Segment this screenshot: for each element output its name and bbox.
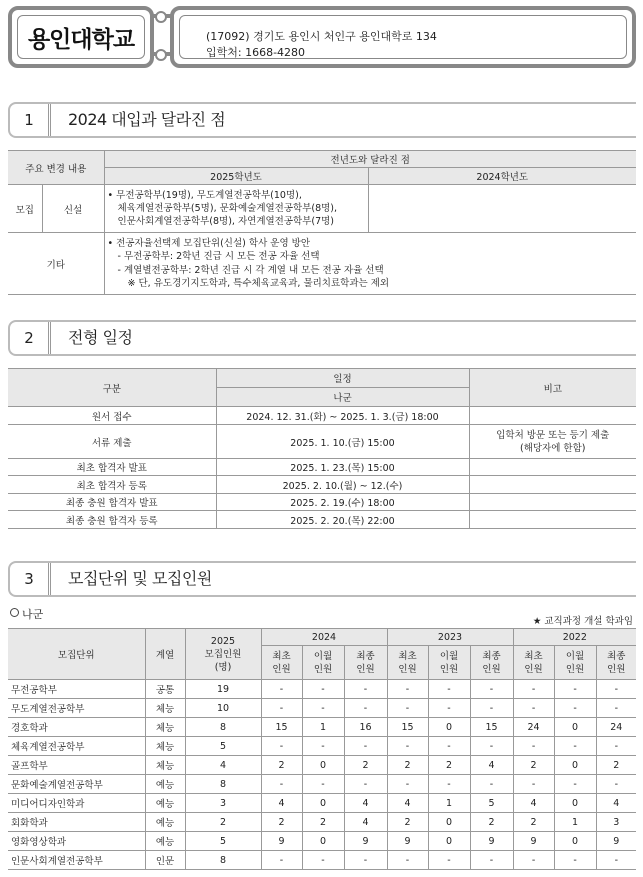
table-row bbox=[8, 459, 636, 476]
table-row bbox=[8, 813, 636, 832]
schedule-name: 원서 접수 bbox=[8, 407, 216, 425]
quota-2025: 2 bbox=[185, 813, 261, 832]
quota-value: 2 bbox=[513, 813, 554, 832]
quota-value: 1 bbox=[302, 718, 344, 737]
col-2025: 모집인원 bbox=[204, 648, 242, 660]
sub-header-line: 인원 bbox=[398, 663, 417, 675]
sub-header-line: 최초 bbox=[524, 650, 543, 662]
quota-value: - bbox=[554, 737, 596, 756]
col-year: 2022 bbox=[513, 629, 636, 646]
section-number: 1 bbox=[10, 104, 51, 136]
unit-name: 무전공학부 bbox=[8, 680, 145, 699]
row2-line: • 전공자율선택제 모집단위(신설) 학사 운영 방안 bbox=[107, 237, 310, 249]
binder-ring-icon bbox=[155, 49, 167, 61]
quota-value: - bbox=[596, 737, 636, 756]
quota-value: 0 bbox=[554, 756, 596, 775]
quota-value: 16 bbox=[344, 718, 387, 737]
table-row bbox=[8, 494, 636, 511]
quota-value: - bbox=[470, 699, 513, 718]
table-row bbox=[8, 737, 636, 756]
table-row bbox=[8, 407, 636, 425]
table-row bbox=[8, 476, 636, 494]
row1-line: 인문사회계열전공학부(8명), 자연계열전공학부(7명) bbox=[117, 216, 335, 227]
quota-2025: 8 bbox=[185, 851, 261, 870]
quota-value: - bbox=[428, 680, 470, 699]
col-year: 2024 bbox=[261, 629, 387, 646]
sub-header-line: 인원 bbox=[356, 663, 375, 675]
col-2024: 2024학년도 bbox=[368, 168, 636, 185]
unit-series: 체능 bbox=[145, 699, 185, 718]
quota-value: 4 bbox=[596, 794, 636, 813]
quota-value: - bbox=[513, 851, 554, 870]
quota-value: 2 bbox=[428, 756, 470, 775]
section-title: 2024 대입과 달라진 점 bbox=[68, 110, 226, 129]
unit-series: 예능 bbox=[145, 813, 185, 832]
quota-value: 2 bbox=[513, 756, 554, 775]
contact-box bbox=[170, 6, 636, 68]
quota-2025: 3 bbox=[185, 794, 261, 813]
quota-value: 0 bbox=[428, 832, 470, 851]
quota-value: 0 bbox=[554, 718, 596, 737]
sub-header-line: 최종 bbox=[482, 650, 501, 662]
unit-series: 공통 bbox=[145, 680, 185, 699]
quota-value: - bbox=[470, 737, 513, 756]
quota-value: 0 bbox=[428, 718, 470, 737]
col-2025: 2025 bbox=[210, 635, 236, 647]
quota-2025: 5 bbox=[185, 737, 261, 756]
quota-value: - bbox=[387, 851, 428, 870]
quota-value: 2 bbox=[596, 756, 636, 775]
unit-series: 예능 bbox=[145, 794, 185, 813]
col-main: 주요 변경 내용 bbox=[8, 151, 104, 185]
quota-value: - bbox=[428, 737, 470, 756]
row1-subcategory: 신설 bbox=[42, 185, 104, 233]
quota-value: - bbox=[428, 851, 470, 870]
quota-value: 2 bbox=[387, 813, 428, 832]
schedule-name: 서류 제출 bbox=[8, 425, 216, 459]
sub-header-line: 최종 bbox=[607, 650, 626, 662]
university-name: 용인대학교 bbox=[17, 15, 145, 59]
quota-value: 9 bbox=[344, 832, 387, 851]
quota-value: - bbox=[470, 775, 513, 794]
phone: 입학처: 1668-4280 bbox=[206, 46, 306, 59]
group-label: 나군 bbox=[22, 608, 44, 621]
col-2025: (명) bbox=[214, 661, 232, 673]
unit-name: 무도계열전공학부 bbox=[8, 699, 145, 718]
quota-value: - bbox=[387, 699, 428, 718]
quota-value: 4 bbox=[344, 794, 387, 813]
unit-series: 체능 bbox=[145, 737, 185, 756]
quota-value: 2 bbox=[344, 756, 387, 775]
quota-value: - bbox=[261, 851, 302, 870]
quota-value: - bbox=[513, 737, 554, 756]
quota-value: - bbox=[302, 775, 344, 794]
quota-value: - bbox=[387, 680, 428, 699]
quota-value: - bbox=[596, 699, 636, 718]
unit-name: 경호학과 bbox=[8, 718, 145, 737]
col-year: 2023 bbox=[387, 629, 513, 646]
table-row bbox=[8, 756, 636, 775]
quota-value: 9 bbox=[387, 832, 428, 851]
quota-value: - bbox=[554, 680, 596, 699]
quota-value: 15 bbox=[470, 718, 513, 737]
col-series: 계열 bbox=[145, 629, 185, 680]
quota-value: - bbox=[470, 680, 513, 699]
quota-value: 9 bbox=[513, 832, 554, 851]
row2-line: - 계열별전공학부: 2학년 진급 시 각 계열 내 모든 전공 자율 선택 bbox=[117, 264, 384, 276]
quota-2025: 8 bbox=[185, 718, 261, 737]
section-number: 3 bbox=[10, 563, 51, 595]
quota-value: - bbox=[344, 851, 387, 870]
quota-value: 4 bbox=[344, 813, 387, 832]
quota-value: - bbox=[554, 699, 596, 718]
group-label-row bbox=[10, 606, 43, 622]
quota-2025: 10 bbox=[185, 699, 261, 718]
quota-value: 4 bbox=[470, 756, 513, 775]
row1-line: • 무전공학부(19명), 무도계열전공학부(10명), bbox=[107, 190, 302, 201]
table-row bbox=[8, 511, 636, 529]
col-compare: 전년도와 달라진 점 bbox=[104, 151, 636, 168]
unit-name: 회화학과 bbox=[8, 813, 145, 832]
schedule-date: 2024. 12. 31.(화) ~ 2025. 1. 3.(금) 18:00 bbox=[216, 407, 469, 425]
quota-2025: 4 bbox=[185, 756, 261, 775]
row2-line: ※ 단, 유도경기지도학과, 특수체육교육과, 물리치료학과는 제외 bbox=[127, 278, 390, 289]
sub-header-line: 이월 bbox=[439, 650, 459, 662]
section-number: 2 bbox=[10, 322, 51, 354]
col-unit: 모집단위 bbox=[8, 629, 145, 680]
row1-category: 모집 bbox=[8, 185, 42, 233]
table-row bbox=[8, 699, 636, 718]
quota-value: 4 bbox=[387, 794, 428, 813]
circle-bullet-icon bbox=[10, 608, 19, 617]
quota-value: - bbox=[261, 699, 302, 718]
unit-name: 문화예술계열전공학부 bbox=[8, 775, 145, 794]
quota-value: 9 bbox=[470, 832, 513, 851]
section-2-header bbox=[8, 320, 636, 356]
quota-value: - bbox=[344, 737, 387, 756]
schedule-note: (해당자에 한함) bbox=[520, 442, 586, 454]
unit-name: 체육계열전공학부 bbox=[8, 737, 145, 756]
row2-category: 기타 bbox=[8, 233, 104, 295]
recruit-table bbox=[8, 628, 636, 870]
changes-table bbox=[8, 150, 636, 295]
section-title: 전형 일정 bbox=[68, 328, 133, 347]
col-division: 구분 bbox=[8, 369, 216, 407]
quota-value: 2 bbox=[261, 756, 302, 775]
sub-header-line: 인원 bbox=[607, 663, 626, 675]
col-group: 나군 bbox=[216, 388, 469, 407]
schedule-note bbox=[469, 511, 636, 529]
schedule-note bbox=[469, 459, 636, 476]
quota-value: - bbox=[302, 699, 344, 718]
row1-line: 체육계열전공학부(5명), 문화예술계열전공학부(8명), bbox=[117, 203, 338, 214]
quota-value: 0 bbox=[302, 794, 344, 813]
quota-value: 3 bbox=[596, 813, 636, 832]
quota-value: - bbox=[470, 851, 513, 870]
quota-value: 2 bbox=[261, 813, 302, 832]
schedule-name: 최종 충원 합격자 발표 bbox=[8, 494, 216, 511]
schedule-date: 2025. 1. 10.(금) 15:00 bbox=[216, 425, 469, 459]
col-sub-header bbox=[302, 646, 344, 680]
col-sub-header bbox=[344, 646, 387, 680]
unit-series: 체능 bbox=[145, 718, 185, 737]
address: (17092) 경기도 용인시 처인구 용인대학로 134 bbox=[206, 30, 437, 43]
quota-value: - bbox=[428, 775, 470, 794]
quota-value: 9 bbox=[261, 832, 302, 851]
quota-value: 9 bbox=[596, 832, 636, 851]
schedule-name: 최종 충원 합격자 등록 bbox=[8, 511, 216, 529]
sub-header-line: 이월 bbox=[565, 650, 585, 662]
quota-value: - bbox=[261, 737, 302, 756]
quota-value: 0 bbox=[554, 794, 596, 813]
schedule-note bbox=[469, 494, 636, 511]
quota-value: - bbox=[513, 699, 554, 718]
unit-name: 미디어디자인학과 bbox=[8, 794, 145, 813]
quota-value: 2 bbox=[470, 813, 513, 832]
quota-2025: 8 bbox=[185, 775, 261, 794]
sub-header-line: 인원 bbox=[272, 663, 291, 675]
col-schedule: 일정 bbox=[216, 369, 469, 388]
unit-series: 예능 bbox=[145, 775, 185, 794]
sub-header-line: 인원 bbox=[482, 663, 501, 675]
table-row bbox=[8, 775, 636, 794]
quota-value: 24 bbox=[596, 718, 636, 737]
col-sub-header bbox=[554, 646, 596, 680]
quota-value: - bbox=[554, 775, 596, 794]
quota-value: 24 bbox=[513, 718, 554, 737]
university-logo-box bbox=[8, 6, 154, 68]
unit-series: 예능 bbox=[145, 832, 185, 851]
row2-line: - 무전공학부: 2학년 진급 시 모든 전공 자율 선택 bbox=[117, 251, 320, 262]
quota-value: 2 bbox=[387, 756, 428, 775]
quota-value: - bbox=[344, 699, 387, 718]
table-row bbox=[8, 851, 636, 870]
quota-value: - bbox=[261, 680, 302, 699]
quota-value: 15 bbox=[261, 718, 302, 737]
quota-value: 1 bbox=[554, 813, 596, 832]
schedule-date: 2025. 2. 10.(월) ~ 12.(수) bbox=[216, 476, 469, 494]
quota-value: 1 bbox=[428, 794, 470, 813]
sub-header-line: 최초 bbox=[398, 650, 417, 662]
section-3-header bbox=[8, 561, 636, 597]
table-row bbox=[8, 425, 636, 459]
table-row bbox=[8, 680, 636, 699]
quota-value: - bbox=[513, 680, 554, 699]
schedule-note bbox=[469, 407, 636, 425]
col-sub-header bbox=[513, 646, 554, 680]
quota-value: 15 bbox=[387, 718, 428, 737]
quota-2025: 5 bbox=[185, 832, 261, 851]
quota-value: - bbox=[596, 680, 636, 699]
schedule-note bbox=[469, 476, 636, 494]
col-sub-header bbox=[261, 646, 302, 680]
table-row bbox=[8, 794, 636, 813]
sub-header-line: 인원 bbox=[313, 663, 333, 675]
schedule-date: 2025. 2. 19.(수) 18:00 bbox=[216, 494, 469, 511]
quota-value: 0 bbox=[428, 813, 470, 832]
quota-value: - bbox=[513, 775, 554, 794]
unit-name: 인문사회계열전공학부 bbox=[8, 851, 145, 870]
quota-value: - bbox=[554, 851, 596, 870]
quota-value: - bbox=[428, 699, 470, 718]
quota-value: 0 bbox=[302, 832, 344, 851]
quota-2025: 19 bbox=[185, 680, 261, 699]
quota-value: - bbox=[344, 680, 387, 699]
table-row bbox=[8, 832, 636, 851]
quota-value: 2 bbox=[302, 813, 344, 832]
col-sub-header bbox=[428, 646, 470, 680]
schedule-note: 입학처 방문 또는 등기 제출 bbox=[496, 429, 610, 441]
schedule-date: 2025. 2. 20.(목) 22:00 bbox=[216, 511, 469, 529]
section-title: 모집단위 및 모집인원 bbox=[68, 569, 212, 588]
col-2025: 2025학년도 bbox=[104, 168, 368, 185]
quota-value: 0 bbox=[302, 756, 344, 775]
sub-header-line: 최초 bbox=[272, 650, 291, 662]
schedule-table bbox=[8, 368, 636, 529]
schedule-name: 최초 합격자 등록 bbox=[8, 476, 216, 494]
col-sub-header bbox=[470, 646, 513, 680]
sub-header-line: 최종 bbox=[356, 650, 375, 662]
quota-value: - bbox=[596, 775, 636, 794]
col-sub-header bbox=[387, 646, 428, 680]
quota-value: - bbox=[302, 680, 344, 699]
quota-value: 4 bbox=[513, 794, 554, 813]
quota-value: - bbox=[387, 775, 428, 794]
section-1-header bbox=[8, 102, 636, 138]
quota-value: 0 bbox=[554, 832, 596, 851]
binder-ring-icon bbox=[155, 11, 167, 23]
quota-value: - bbox=[302, 737, 344, 756]
unit-name: 영화영상학과 bbox=[8, 832, 145, 851]
table-row bbox=[8, 718, 636, 737]
quota-value: 4 bbox=[261, 794, 302, 813]
sub-header-line: 인원 bbox=[565, 663, 585, 675]
sub-header-line: 이월 bbox=[313, 650, 333, 662]
col-note: 비고 bbox=[469, 369, 636, 407]
quota-value: - bbox=[596, 851, 636, 870]
quota-value: - bbox=[387, 737, 428, 756]
quota-value: - bbox=[261, 775, 302, 794]
quota-value: - bbox=[302, 851, 344, 870]
quota-value: - bbox=[344, 775, 387, 794]
schedule-date: 2025. 1. 23.(목) 15:00 bbox=[216, 459, 469, 476]
unit-series: 인문 bbox=[145, 851, 185, 870]
schedule-name: 최초 합격자 발표 bbox=[8, 459, 216, 476]
sub-header-line: 인원 bbox=[524, 663, 543, 675]
unit-name: 골프학부 bbox=[8, 756, 145, 775]
sub-header-line: 인원 bbox=[439, 663, 459, 675]
quota-value: 5 bbox=[470, 794, 513, 813]
legend: ★ 교직과정 개설 학과임 bbox=[532, 616, 633, 627]
col-sub-header bbox=[596, 646, 636, 680]
unit-series: 체능 bbox=[145, 756, 185, 775]
